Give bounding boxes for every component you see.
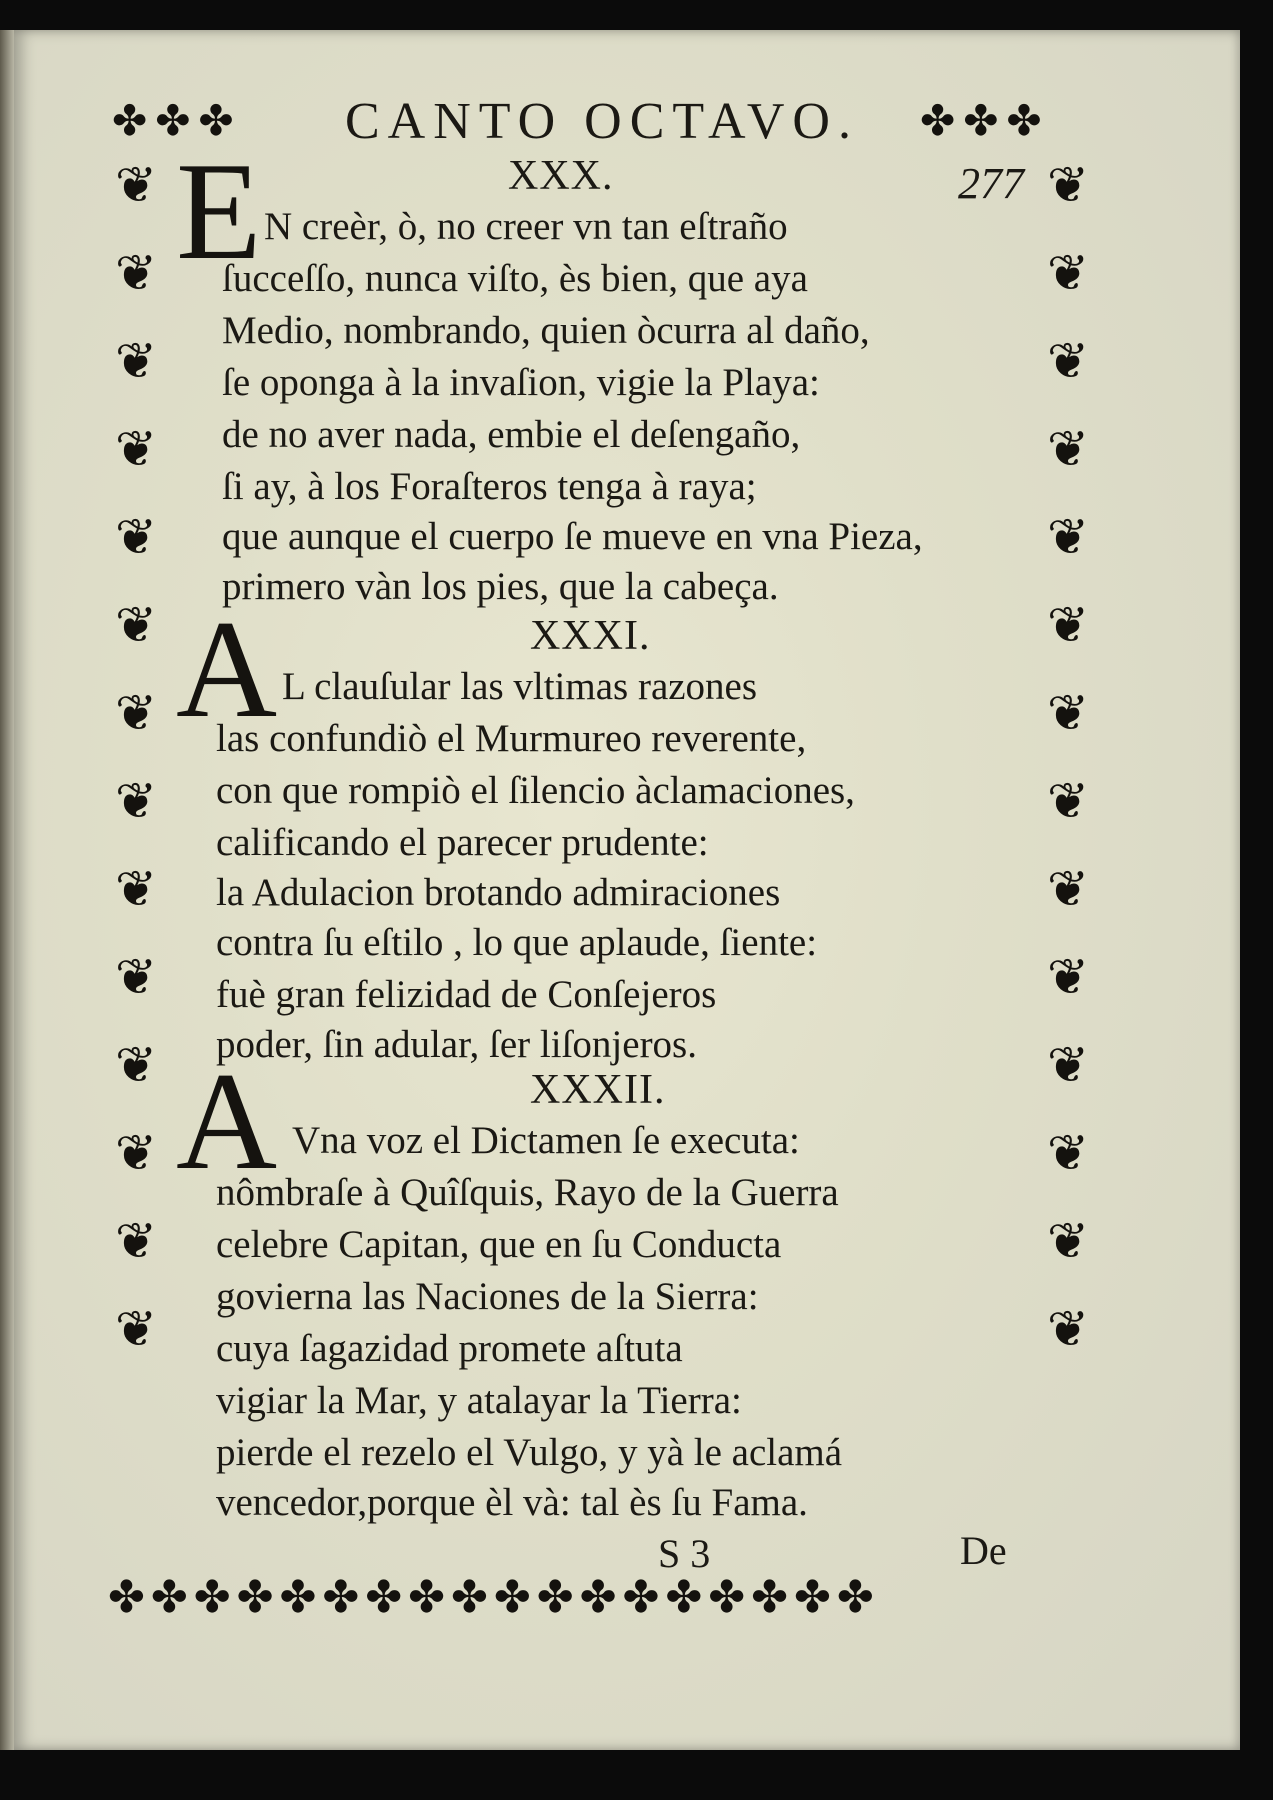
verse-line: fuè gran felizidad de Conſejeros (216, 973, 717, 1016)
fleuron-icon: ❦ (115, 420, 157, 478)
signature-mark: S 3 (658, 1531, 711, 1576)
fleuron-icon: ✤ (112, 96, 148, 145)
fleuron-icon: ✤ (193, 1572, 231, 1623)
fleuron-icon: ✤ (836, 1572, 874, 1623)
verse-line: vigiar la Mar, y atalayar la Tierra: (216, 1379, 742, 1422)
drop-cap: A (176, 1044, 278, 1199)
verse-line: que aunque el cuerpo ſe mueve en vna Pieza, (222, 515, 923, 558)
verse-line: Medio, nombrando, quien òcurra al daño, (222, 309, 870, 352)
fleuron-icon: ❦ (115, 772, 157, 830)
fleuron-icon: ✤ (751, 1572, 788, 1623)
fleuron-icon: ❦ (1047, 596, 1089, 654)
fleuron-icon: ✤ (536, 1572, 574, 1623)
fleuron-icon: ❦ (115, 860, 157, 918)
fleuron-icon: ❦ (1047, 1212, 1089, 1270)
fleuron-icon: ❦ (1047, 332, 1089, 390)
verse-line: celebre Capitan, que en ſu Conducta (216, 1223, 782, 1266)
fleuron-icon: ❦ (1047, 684, 1089, 742)
verse-line: poder, ſin adular, ſer liſonjeros. (216, 1023, 697, 1066)
verse-line: ſe oponga à la invaſion, vigie la Playa: (222, 361, 820, 404)
fleuron-icon: ❦ (115, 684, 157, 742)
drop-cap: E (176, 134, 262, 289)
verse-line: govierna las Naciones de la Sierra: (216, 1275, 759, 1318)
fleuron-icon: ❦ (115, 156, 157, 214)
page-number: 277 (958, 159, 1024, 208)
fleuron-icon: ❦ (115, 948, 157, 1006)
verse-line: N creèr, ò, no creer vn tan eſtraño (264, 205, 788, 248)
drop-cap: A (176, 592, 278, 747)
verse-line: nômbraſe à Quîſquis, Rayo de la Guerra (216, 1171, 839, 1214)
fleuron-icon: ❦ (115, 508, 157, 566)
stanza-numeral: XXXII. (530, 1067, 666, 1113)
fleuron-icon: ✤ (451, 1572, 488, 1623)
fleuron-icon: ✤ (622, 1572, 660, 1623)
verse-line: pierde el rezelo el Vulgo, y yà le aclamá (216, 1431, 843, 1474)
fleuron-icon: ❦ (115, 596, 157, 654)
fleuron-icon: ✤ (322, 1572, 360, 1623)
bottom-ornament-border (108, 1572, 880, 1623)
fleuron-icon: ❦ (1047, 420, 1089, 478)
verse-line: primero vàn los pies, que la cabeça. (222, 565, 779, 608)
fleuron-icon: ✤ (493, 1572, 531, 1623)
fleuron-icon: ✤ (365, 1572, 403, 1623)
verse-line: L clauſular las vltimas razones (282, 665, 758, 708)
page-title: CANTO OCTAVO. (345, 93, 859, 150)
verse-line: ſi ay, à los Foraſteros tenga à raya; (222, 465, 757, 508)
fleuron-icon: ✤ (665, 1572, 703, 1623)
verse-line: ſucceſſo, nunca viſto, ès bien, que aya (222, 257, 808, 300)
fleuron-icon: ✤ (150, 1572, 188, 1623)
fleuron-icon: ❦ (115, 1036, 157, 1094)
fleuron-icon: ✤ (963, 96, 999, 145)
right-ornament-border (1040, 156, 1096, 1392)
fleuron-icon: ❦ (115, 332, 157, 390)
fleuron-icon: ✤ (108, 1572, 145, 1623)
fleuron-icon: ❦ (1047, 1124, 1089, 1182)
verse-line: contra ſu eſtilo , lo que aplaude, ſiente: (216, 921, 818, 964)
fleuron-icon: ❦ (115, 244, 157, 302)
fleuron-icon: ❦ (1047, 772, 1089, 830)
verse-line: con que rompiò el ſilencio àclamaciones, (216, 769, 855, 812)
verse-line: Vna voz el Dictamen ſe executa: (292, 1119, 800, 1162)
fleuron-icon: ✤ (579, 1572, 617, 1623)
fleuron-icon: ❦ (1047, 1036, 1089, 1094)
fleuron-icon: ✤ (794, 1572, 831, 1623)
fleuron-icon: ✤ (408, 1572, 445, 1623)
fleuron-icon: ✤ (708, 1572, 746, 1623)
verse-line: las confundiò el Murmureo reverente, (216, 717, 807, 760)
fleuron-icon: ❦ (115, 1212, 157, 1270)
verse-line: vencedor,porque èl và: tal ès ſu Fama. (216, 1481, 808, 1524)
top-right-ornament (920, 96, 1050, 145)
verse-line: calificando el parecer prudente: (216, 821, 709, 864)
fleuron-icon: ✤ (279, 1572, 317, 1623)
fleuron-icon: ❦ (115, 1124, 157, 1182)
stanza-numeral: XXXI. (530, 613, 651, 659)
stanza-numeral: XXX. (508, 153, 614, 199)
fleuron-icon: ❦ (1047, 244, 1089, 302)
fleuron-icon: ❦ (1047, 508, 1089, 566)
verse-line: de no aver nada, embie el deſengaño, (222, 413, 801, 456)
fleuron-icon: ❦ (1047, 1300, 1089, 1358)
verse-line: cuya ſagazidad promete aſtuta (216, 1327, 683, 1370)
fleuron-icon: ❦ (115, 1300, 157, 1358)
fleuron-icon: ✤ (236, 1572, 274, 1623)
fleuron-icon: ✤ (1006, 96, 1042, 145)
verse-line: la Adulacion brotando admiraciones (216, 871, 781, 914)
fleuron-icon: ❦ (1047, 948, 1089, 1006)
fleuron-icon: ❦ (1047, 860, 1089, 918)
left-ornament-border (108, 156, 164, 1392)
fleuron-icon: ❦ (1047, 156, 1089, 214)
fleuron-icon: ✤ (155, 96, 191, 145)
fleuron-icon: ✤ (920, 96, 956, 145)
fleuron-icon: ✤ (198, 96, 234, 145)
catchword: De (960, 1528, 1007, 1573)
